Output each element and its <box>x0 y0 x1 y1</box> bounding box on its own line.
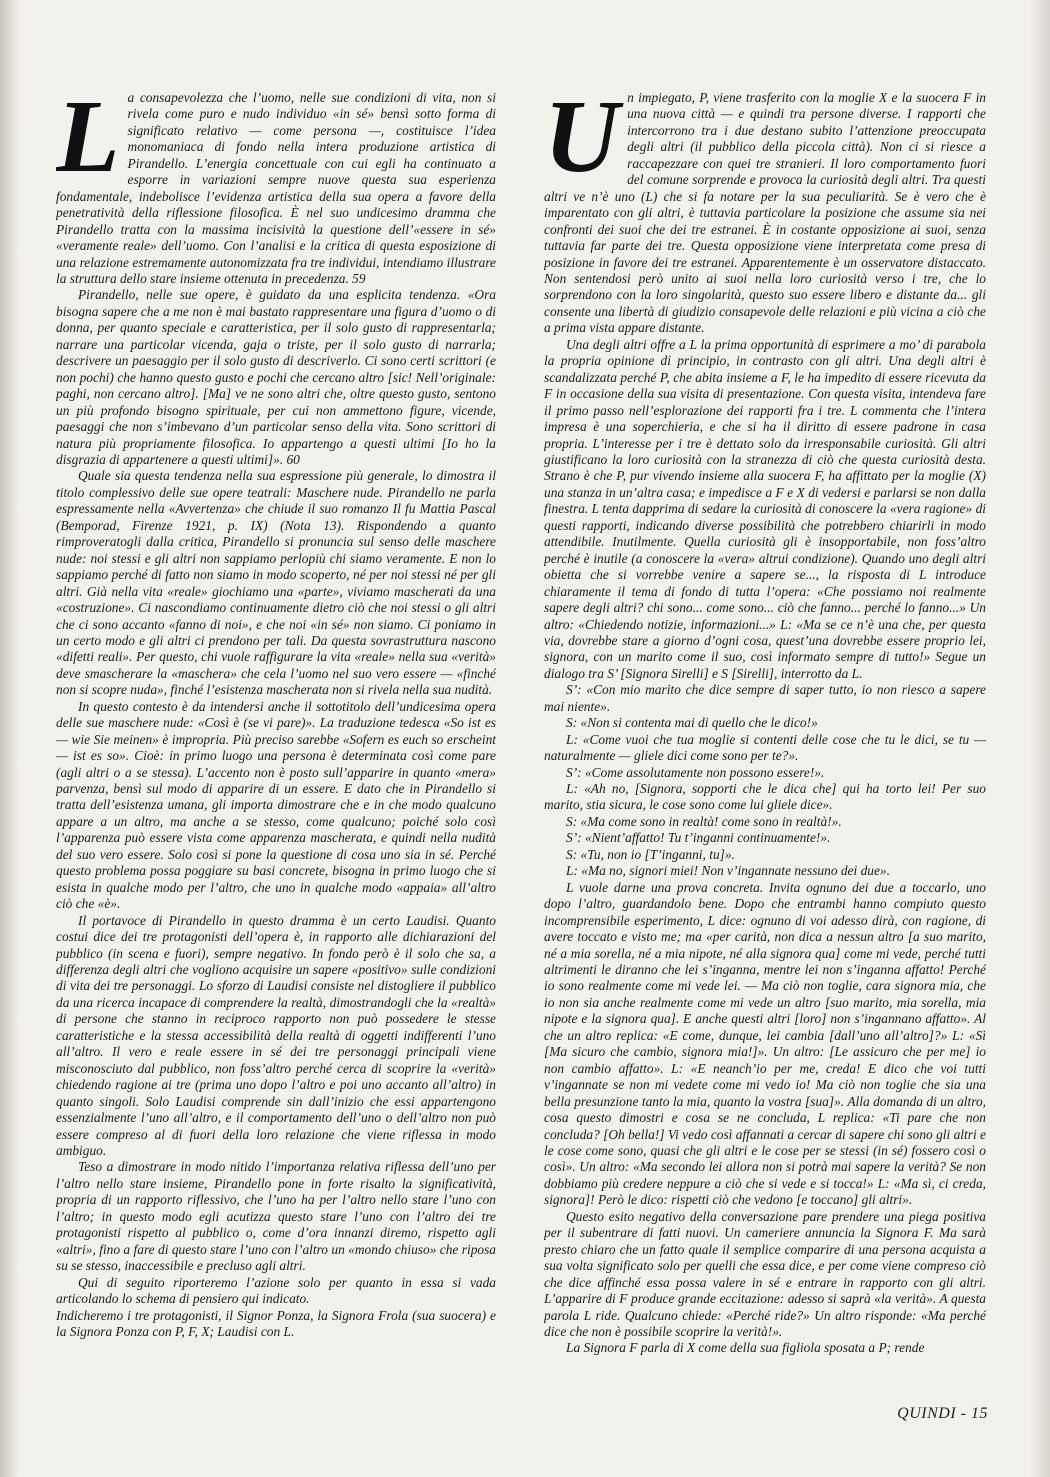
dialogue-line-6: S: «Ma come sono in realtà! come sono in realtà!». <box>566 813 842 829</box>
left-paragraph-6: Teso a dimostrare in modo nitido l’importanza relativa riflessa dell’uno per l’altro nello stare insieme, Pirandello pone in forte risalto la significatività, propria di un rapporto riflessivo, che l’uno ha per l’altro nello stare l’uno con l’altro; in questo modo egli acutizza questo stare l’uno con l’altro dei tre protagonisti rispetto al pubblico o, come d’ora innanzi diremo, rispetto agli «altri», fino a fare di questo stare l’uno con l’altro un «mondo chiuso» che riposa su se stesso, inaccessibile e precluso agli altri. <box>56 1159 496 1274</box>
dialogue-line-4: S’: «Come assolutamente non possono essere!». <box>566 764 825 780</box>
drop-cap-l: L <box>56 90 120 194</box>
dialogue-line-7: S’: «Nient’affatto! Tu t’inganni continuamente!». <box>566 830 831 846</box>
left-paragraph-3: Quale sia questa tendenza nella sua espressione più generale, lo dimostra il titolo complessivo delle sue opere teatrali: Maschere nude. Pirandello ne parla espressamente nella «Avvertenza» che chiude il suo romanzo Il fu Mattia Pascal (Bemporad, Firenze 1921, p. IX) (Nota 13). Rispondendo a quanto rimproveratogli dalla critica, Pirandello si pronuncia sul senso delle maschere nude: noi stessi e gli altri non sappiamo perlopiù chi siamo veramente. E non lo sappiamo perché di fatto non siamo in modo scoperto, né per noi stessi né per gli altri. Già nella vita «reale» giochiamo una «parte», viviamo mascherati da una «costruzione». Ci nascondiamo continuamente dietro ciò che noi stessi o gli altri che ci sono accanto «fanno di noi», e che noi «in sé» non siamo. Ci poniamo in un certo modo e gli altri ci prendono per tali. Da questa sovrastruttura nascono «difetti reali». Per questo, chi vuole raffigurare la vita «reale» nella sua «verità» deve smascherare la «maschera» che cela l’uomo nel suo vero essere — «finché non si scopre nuda», finché l’esistenza mascherata non si rivela nella sua nudità. <box>56 468 496 698</box>
left-paragraph-2: Pirandello, nelle sue opere, è guidato da una esplicita tendenza. «Ora bisogna sapere che a me non è mai bastato rappresentare una figura d’uomo o di donna, per quanto speciale e caratteristica, per il solo gusto di rappresentarla; narrare una particolar vicenda, gaja o triste, per il solo gusto di narrarla; descrivere un paesaggio per il solo gusto di descriverlo. Ci sono certi scrittori (e non pochi) che hanno questo gusto e pochi che cercano altro [sic! Nell’originale: paghi, non cercano altro]. [Ma] ve ne sono altri che, oltre questo gusto, sentono un più profondo bisogno spirituale, per cui non ammettono figure, vicende, paesaggi che non s’imbevano d’un particolar senso della vita. Sono scrittori di natura più propriamente filosofica. Io appartengo a questi ultimi [Io ho la disgrazia di appartenere a questi ultimi]». 60 <box>56 287 496 467</box>
left-paragraph-5: Il portavoce di Pirandello in questo dramma è un certo Laudisi. Quanto costui dice dei tre protagonisti dell’opera è, in rapporto alle dichiarazioni del pubblico (in scena e fuori), sempre negativo. In fondo però è il solo che sa, a differenza degli altri che vogliono acquisire un sapere «positivo» sulle condizioni di vita dei tre personaggi. Lo sforzo di Laudisi consiste nel distogliere il pubblico da una ricerca incapace di comprendere la realtà, dimostrandogli che la «realtà» di persone che stanno in reciproco rapporto non può possedere le stesse caratteristiche e la stessa accessibilità della realtà di oggetti indifferenti l’uno all’altro. Il vero e reale essere in sé dei tre personaggi principali viene misconosciuto dal pubblico, non foss’altro perché cerca di scoprire la «verità» chiedendo ragione ai tre (prima uno dopo l’altro e poi uno accanto all’altro) in quanto singoli. Solo Laudisi comprende sin dall’inizio che essi appartengono essenzialmente l’uno all’altro, e il comportamento dell’uno o dell’altro non può essere compreso al di fuori della loro relazione che viene riflessa in modo ambiguo. <box>56 912 496 1158</box>
left-paragraph-1: a consapevolezza che l’uomo, nelle sue condizioni di vita, non si rivela come puro e nudo individuo «in sé» bensì sotto forma di significato relativo — come persona —, costituisce l’idea monomaniaca di fondo nella intera produzione artistica di Pirandello. L’energia concettuale con cui egli ha continuato a esporre in variazioni sempre nuove questa sua esperienza fondamentale, indebolisce l’evidenza artistica della sua opera a favore della penetratività della riflessione filosofica. È nel suo undicesimo dramma che Pirandello tratta con la massima incisività la questione dell’«essere in sé» «veramente reale» dell’uomo. Con l’analisi e la critica di questa esposizione di una relazione estremamente autonomizzata fra tre individui, intendiamo illustrare la struttura dello stare insieme ottenuta in precedenza. 59 <box>56 90 496 286</box>
left-text-column <box>56 90 496 1375</box>
left-paragraph-7: Qui di seguito riporteremo l’azione solo per quanto in essa si vada articolando lo schema di pensiero qui indicato. <box>56 1274 496 1307</box>
right-paragraph-2: Una degli altri offre a L la prima opportunità di esprimere a mo’ di parabola la propria opinione di principio, in contrasto con gli altri. Una degli altri è scandalizzata perché P, che abita insieme a F, le ha impedito di essere ricevuta da F in occasione della sua visita di presentazione. Con questa visita, intendeva fare il primo passo nell’esplorazione dei rapporti fra i tre. L commenta che l’intera impresa è una soperchieria, e che si ha il diritto di essere padrone in casa propria. L’interesse per i tre è dettato solo da irresponsabile curiosità. Gli altri giustificano la loro curiosità con la stranezza di ciò che questa curiosità desta. Strano è che P, pur vivendo insieme alla suocera F, ha affittato per la moglie (X) una stanza in un’altra casa; e impedisce a F e X di vedersi e parlarsi se non dalla finestra. L tenta dapprima di sedare la curiosità di conoscere la «vera ragione» di questi rapporti, indicando diverse possibilità che potrebbero chiarirli in modo attendibile. Inutilmente. Quella curiosità gli è insopportabile, non foss’altro perché è inutile (a conoscere la «vera» altrui condizione). Quando uno degli altri obietta che si vorrebbe venire a sapere se..., la risposta di L introduce chiaramente il tema di fondo di tutta l’opera: «Che possiamo noi realmente sapere degli altri? chi sono... come sono... ciò che fanno... perché lo fanno...» Un altro: «Chiedendo notizie, informazioni...» L: «Ma se ce n’è una che, per questa via, dovrebbe stare a giorno d’ogni cosa, quest’una dovrebbe essere proprio lei, signora, con un marito come il suo, così informato sempre di tutto!» Segue un dialogo tra S’ [Signora Sirelli] e S [Sirelli], interrotto da L. <box>544 336 986 681</box>
dialogue-line-3: L: «Come vuoi che tua moglie si contenti delle cose che tu le dici, se tu — naturalmente — gliele dici come sono per te?». <box>544 731 986 764</box>
right-paragraph-3: L vuole darne una prova concreta. Invita ognuno dei due a toccarlo, uno dopo l’altro, guardandolo bene. Dopo che entrambi hanno compiuto questo incomprensibile esperimento, L dice: ognuno di voi adesso dirà, con ragione, di avere toccato e visto me; ma «per carità, non dica a nessun altro [a suo marito, né a mia sorella, né a mia nipote, né alla signora qua] come mi vede, perché tutti altrimenti le diranno che lei s’inganna, mentre lei non s’inganna affatto! Perché io sono realmente come mi vede lei. — Ma ciò non toglie, cara signora mia, che io non sia anche realmente come mi vede un altro [suo marito, mia sorella, mia nipote e la signora qua]. E anche questi altri [loro] non s’ingannano affatto». Al che un altro replica: «E come, dunque, lei cambia [dall’uno all’altro]?» L: «Sì [Ma sicuro che cambio, signora mia!]». Un altro: [Le assicuro che per me] io non cambio affatto». L: «E neanch’io per me, creda! E dico che voi tutti v’ingannate se non mi vedete come mi vedo io! Ma ciò non toglie che sia una bella presunzione tanto la mia, quanto la vostra [sua]». Alla domanda di un altro, cosa questo dimostri e cosa se ne concluda, L replica: «Ti pare che non concluda? [Oh bella!] Vi vedo così affannati a cercar di sapere chi sono gli altri e le cose come sono, quasi che gli altri e le cose per se stessi (in sé) fossero così o così». Un altro: «Ma secondo lei allora non si potrà mai sapere la verità? Se non dobbiamo più credere neppure a ciò che si vede e si tocca!» L: «Ma sì, ci creda, signora]! Però le dico: rispetti ciò che vedono [e toccano] gli altri». <box>544 879 986 1208</box>
dialogue-line-5: L: «Ah no, [Signora, sopporti che le dica che] qui ha torto lei! Per suo marito, stia sicura, le cose sono come lui gliele dice». <box>544 781 986 813</box>
page-edge-shadow <box>1030 0 1050 1477</box>
left-paragraph-8: Indicheremo i tre protagonisti, il Signor Ponza, la Signora Frola (sua suocera) e la Signora Ponza con P, F, X; Laudisi con L. <box>56 1307 496 1339</box>
right-text-column <box>544 90 986 1375</box>
dialogue-line-2: S: «Non si contenta mai di quello che le dico!» <box>566 715 818 731</box>
dialogue-line-8: S: «Tu, non io [T’inganni, tu]». <box>566 846 735 862</box>
drop-cap-u: U <box>544 90 620 194</box>
right-paragraph-4: Questo esito negativo della conversazione pare prendere una piega positiva per il subentrare di fatti nuovi. Un cameriere annuncia la Signora F. Ma sarà presto chiaro che un fatto quale il semplice comparire di una persona acquista a sua volta significato solo per quelli che essa dice, e per come viene compreso ciò che dice affinché essa possa valere in sé e entrare in rapporto con gli altri. L’apparire di F produce grande eccitazione: adesso si saprà «la verità». A questa parola L ride. Qualcuno chiede: «Perché ride?» Un altro risponde: «Ma perché dice che non è possibile scoprire la verità!». <box>544 1208 986 1339</box>
right-paragraph-1: n impiegato, P, viene trasferito con la moglie X e la suocera F in una nuova città — e quindi tra persone diverse. I rapporti che intercorrono tra i due destano subito l’attenzione preoccupata degli altri (il pubblico della piccola città). Non ci si riesce a raccapezzare con quei tre stranieri. Il loro comportamento fuori del comune sorprende e provoca la curiosità degli altri. Tra questi altri ve n’è uno (L) che si fa notare per la sua peculiarità. Se è vero che è imparentato con gli altri, è tuttavia particolare la posizione che assume sia nei confronti dei suoi che dei tre estranei. È in costante opposizione ai suoi, senza tuttavia far parte dei tre. Questa opposizione viene interpretata come presa di posizione in favore dei tre estranei. Apparentemente è un osservatore distaccato. Non sentendosi però unito ai suoi nella loro curiosità verso i tre, che lo sorprendono con la loro singolarità, questo suo essere libero e distante da... gli consente una libertà di giudizio consapevole delle relazioni e più vicina a ciò che a prima vista appare distante. <box>544 90 986 336</box>
page-gutter-shadow <box>0 0 20 1477</box>
dialogue-line-1: S’: «Con mio marito che dice sempre di saper tutto, io non riesco a sapere mai niente». <box>544 682 986 714</box>
left-paragraph-4: In questo contesto è da intendersi anche il sottotitolo dell’undicesima opera delle sue maschere nude: «Così è (se vi pare)». La traduzione tedesca «So ist es — wie Sie meinen» è impropria. Più preciso sarebbe «Sofern es euch so erscheint — ist es so». Cioè: in primo luogo una persona è determinata così come pare (agli altri o a se stessa). L’accento non è posto sull’apparire in quanto «mera» parvenza, bensì sul modo di apparire di un essere. E dato che in Pirandello si tratta dell’esistenza umana, gli importa dimostrare che e in che modo qualcuno appare a un altro, ma anche a se stesso, come qualcuno; poiché solo così l’apparenza può essere vista come apparenza mascherata, e quindi nella nudità del suo vero essere. Solo così si pone la questione di cosa uno sia in sé. Perché questo problema possa poggiare su basi concrete, bisogna in primo luogo che si esista in qualche modo per l’altro, che uno in qualche modo «appaia» all’altro ciò che «è». <box>56 698 496 912</box>
page-folio: QUINDI - 15 <box>897 1405 988 1422</box>
right-paragraph-5: La Signora F parla di X come della sua figliola sposata a P; rende <box>566 1340 925 1356</box>
dialogue-line-9: L: «Ma no, signori miei! Non v’ingannate nessuno dei due». <box>566 863 890 879</box>
